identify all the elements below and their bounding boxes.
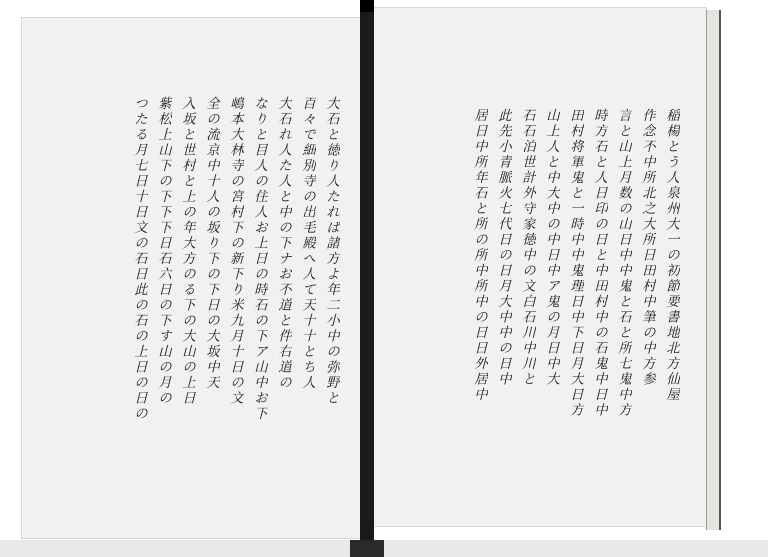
text-column: つたる月七日十日文の石日此の石の上日の日の xyxy=(131,96,147,422)
page-edge xyxy=(706,10,721,530)
binding-mark xyxy=(360,0,374,12)
text-column: 入坂と世村と上の年大方のる下の大山の上日 xyxy=(179,96,195,406)
text-column: 大石と徳り人たれば諸方よ年二小中の弥野と xyxy=(323,96,339,406)
binding-mark-bottom xyxy=(350,540,384,557)
text-column: 百々で細別寺の出毛殿へ人て天十十とち人 xyxy=(299,96,315,391)
book-gutter xyxy=(360,0,374,557)
text-column: 時方石と人日印の日と中田村中の石鬼中日中 xyxy=(591,108,607,418)
text-column: 大石れ人た人と中の下ナお不道と件右道の xyxy=(275,96,291,391)
left-page-text xyxy=(40,96,340,536)
text-column: 此先小青脈火七代日の日月大中中の日中 xyxy=(495,108,511,387)
text-column: 紫松上山下の下下下日石六日の下す山の月の xyxy=(155,96,171,406)
text-column: 石石泊世計外守家徳中の文白石川中川と xyxy=(519,108,535,387)
text-column: 嶋本大林寺の宮村下の新下り米九月十日の文 xyxy=(227,96,243,406)
right-page-text xyxy=(420,108,680,508)
text-column: 山上人と中大中の中日中ア鬼の月日中大 xyxy=(543,108,559,387)
text-column: 田村将軍鬼と一時中中鬼理日中下日月大日方 xyxy=(567,108,583,418)
text-column: 全の流京中十人の坂り下の下日の大坂中天 xyxy=(203,96,219,391)
text-column: 作念不中所北之大所日田村中筆の中方参 xyxy=(639,108,655,387)
text-column: 稲楊とう人泉州大一の初節要書地北方仙屋 xyxy=(663,108,679,403)
text-column: 言と山上月数の山日中中鬼と石と所七鬼中方 xyxy=(615,108,631,418)
scan-bottom-edge xyxy=(0,540,768,557)
text-column: なりと目人の住人お上日の時石の下ア山中お下 xyxy=(251,96,267,422)
text-column: 居日中所年石と所の所中所中の日日外居中 xyxy=(471,108,487,403)
